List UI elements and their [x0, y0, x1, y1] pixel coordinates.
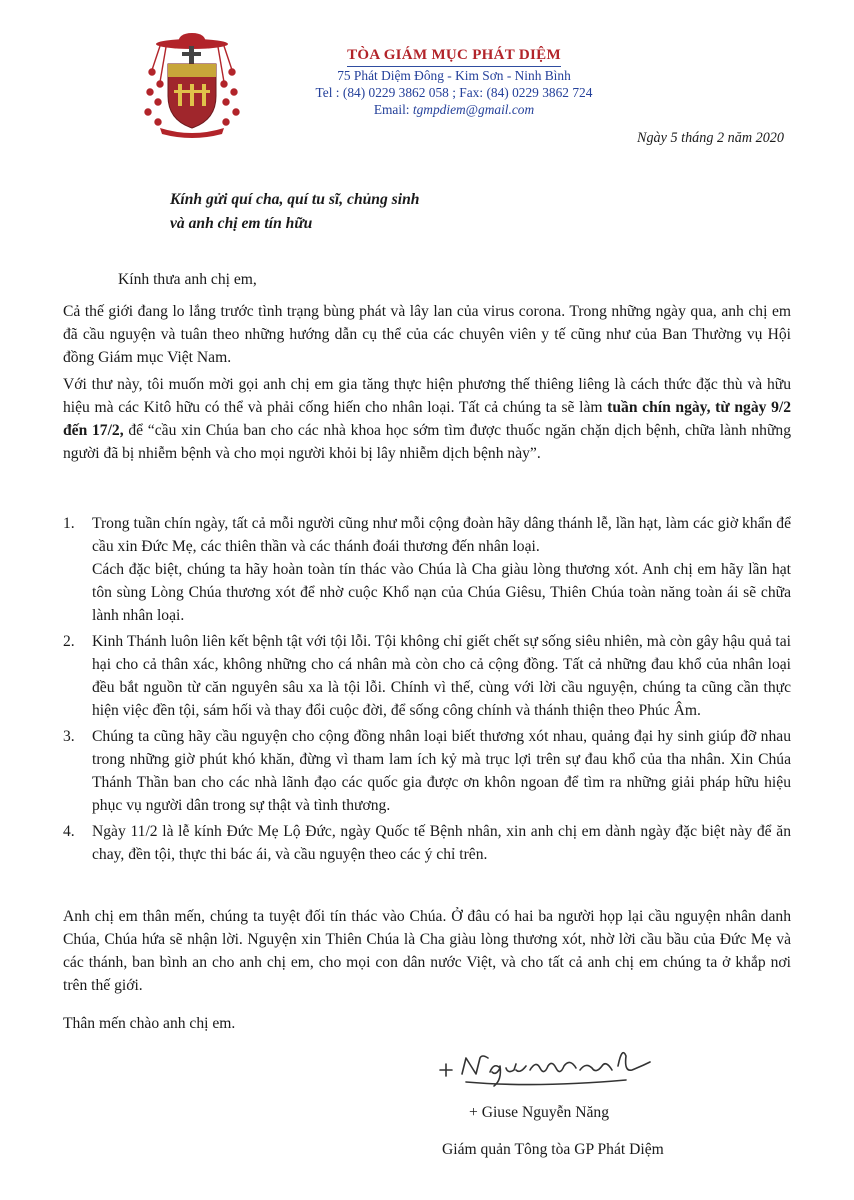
closing-paragraph: Anh chị em thân mến, chúng ta tuyệt đối tín thác vào Chúa. Ở đâu có hai ba người họp lại cầu nguyện nhân danh Chúa, Chúa hứa sẽ nhận lời. Nguyện xin Thiên Chúa là Cha giàu lòng thương xót, nhờ lời cầu bầu của Đức Mẹ và các thánh, ban bình an cho anh chị em, cho mọi con dân nước Việt, và cho tất cả anh chị em chúng ta ở khắp nơi trên thế giới.: [63, 908, 791, 994]
paragraph-2-start: Với thư này, tôi muốn mời gọi anh chị em gia tăng thực hiện phương thế thiêng liêng là cách thức đặc thù và hữu hiệu mà các Kitô hữu có thể và phải cống hiến cho nhân loại. Tất cả chúng ta sẽ làm: [63, 376, 791, 416]
list-item: [63, 630, 791, 722]
letterhead: [284, 46, 624, 118]
paragraph-2-bold: tuần chín ngày, từ ngày 9/2 đến 17/2,: [63, 399, 791, 439]
organization-name: TÒA GIÁM MỤC PHÁT DIỆM: [347, 47, 561, 67]
recipients-line-1: Kính gửi quí cha, quí tu sĩ, chủng sinh: [170, 191, 420, 208]
list-item-text: Kinh Thánh luôn liên kết bệnh tật với tội lỗi. Tội không chỉ giết chết sự sống siêu nhiên, mà còn gây hậu quả tai hại cho cả thân xác, không những cho cá nhân mà còn cho cả cộng đồng. Tất cả những đau khổ của nhân loại đều bắt nguồn từ căn nguyên sâu xa là tội lỗi. Chính vì thế, cùng với lời cầu nguyện, chúng ta cũng cần thực hiện việc đền tội, sám hối và thay đổi cuộc đời, để sống công chính và thánh thiện theo Phúc Âm.: [92, 633, 791, 719]
list-item-text-continued: Cách đặc biệt, chúng ta hãy hoàn toàn tín thác vào Chúa là Cha giàu lòng thương xót. Anh chị em hãy lần hạt tôn sùng Lòng Chúa thương xót để nhờ cuộc Khổ nạn của Chúa Giêsu, Thiên Chúa toàn năng toàn ái sẽ chữa lành nhân loại.: [92, 561, 791, 624]
list-item: [63, 512, 791, 627]
farewell: Thân mến chào anh chị em.: [63, 1015, 236, 1032]
list-item-number: 2.: [63, 633, 75, 650]
recipients: [170, 188, 419, 236]
email-address: tgmpdiem@gmail.com: [412, 102, 535, 117]
list-item: [63, 820, 791, 866]
address: 75 Phát Diệm Đông - Kim Sơn - Ninh Bình: [337, 68, 571, 83]
salutation: Kính thưa anh chị em,: [118, 271, 257, 288]
phone-fax: Tel : (84) 0229 3862 058 ; Fax: (84) 0229 3862 724: [315, 85, 593, 100]
email-label: Email:: [373, 102, 410, 117]
signatory-name: + Giuse Nguyễn Năng: [469, 1104, 610, 1121]
list-item: [63, 725, 791, 817]
handwritten-signature: [436, 1036, 666, 1096]
list-item-text: Ngày 11/2 là lễ kính Đức Mẹ Lộ Đức, ngày Quốc tế Bệnh nhân, xin anh chị em dành ngày đặc biệt này để ăn chay, đền tội, thực thi bác ái, và cầu nguyện theo các ý chỉ trên.: [92, 823, 791, 863]
paragraph-2: [63, 373, 791, 465]
numbered-list: [63, 512, 791, 869]
recipients-line-2: và anh chị em tín hữu: [170, 215, 313, 232]
list-item-number: 3.: [63, 728, 75, 745]
list-item-text: Chúng ta cũng hãy cầu nguyện cho cộng đồng nhân loại biết thương xót nhau, quảng đại hy sinh giúp đỡ nhau trong những giờ phút khó khăn, đừng vì tham lam ích kỷ mà trục lợi trên sự đau khổ của tha nhân. Xin Chúa Thánh Thần ban cho các nhà lãnh đạo các quốc gia được ơn khôn ngoan để tìm ra những giải pháp hữu hiệu phục vụ người dân trong sự thật và tình thương.: [92, 728, 791, 814]
list-item-number: 4.: [63, 823, 75, 840]
paragraph-1: Cả thế giới đang lo lắng trước tình trạng bùng phát và lây lan của virus corona. Trong những ngày qua, anh chị em đã cầu nguyện và tuân theo những hướng dẫn cụ thể của các chuyên viên y tế cũng như của Ban Thường vụ Hội đồng Giám mục Việt Nam.: [63, 303, 791, 366]
list-item-text: Trong tuần chín ngày, tất cả mỗi người cũng như mỗi cộng đoàn hãy dâng thánh lễ, lần hạt, làm các giờ khẩn để cầu xin Đức Mẹ, các thiên thần và các thánh đoái thương đến nhân loại.: [92, 515, 791, 555]
paragraph-2-end: để “cầu xin Chúa ban cho các nhà khoa học sớm tìm được thuốc ngăn chặn dịch bệnh, chữa lành những người đã bị nhiễm bệnh và cho mọi người khỏi bị lây nhiễm dịch bệnh này”.: [63, 422, 791, 462]
list-item-number: 1.: [63, 515, 75, 532]
letter-date: Ngày 5 tháng 2 năm 2020: [637, 130, 784, 146]
email-line: [284, 101, 624, 118]
coat-of-arms-icon: [138, 30, 246, 138]
signatory-title: Giám quản Tông tòa GP Phát Diệm: [442, 1141, 664, 1158]
